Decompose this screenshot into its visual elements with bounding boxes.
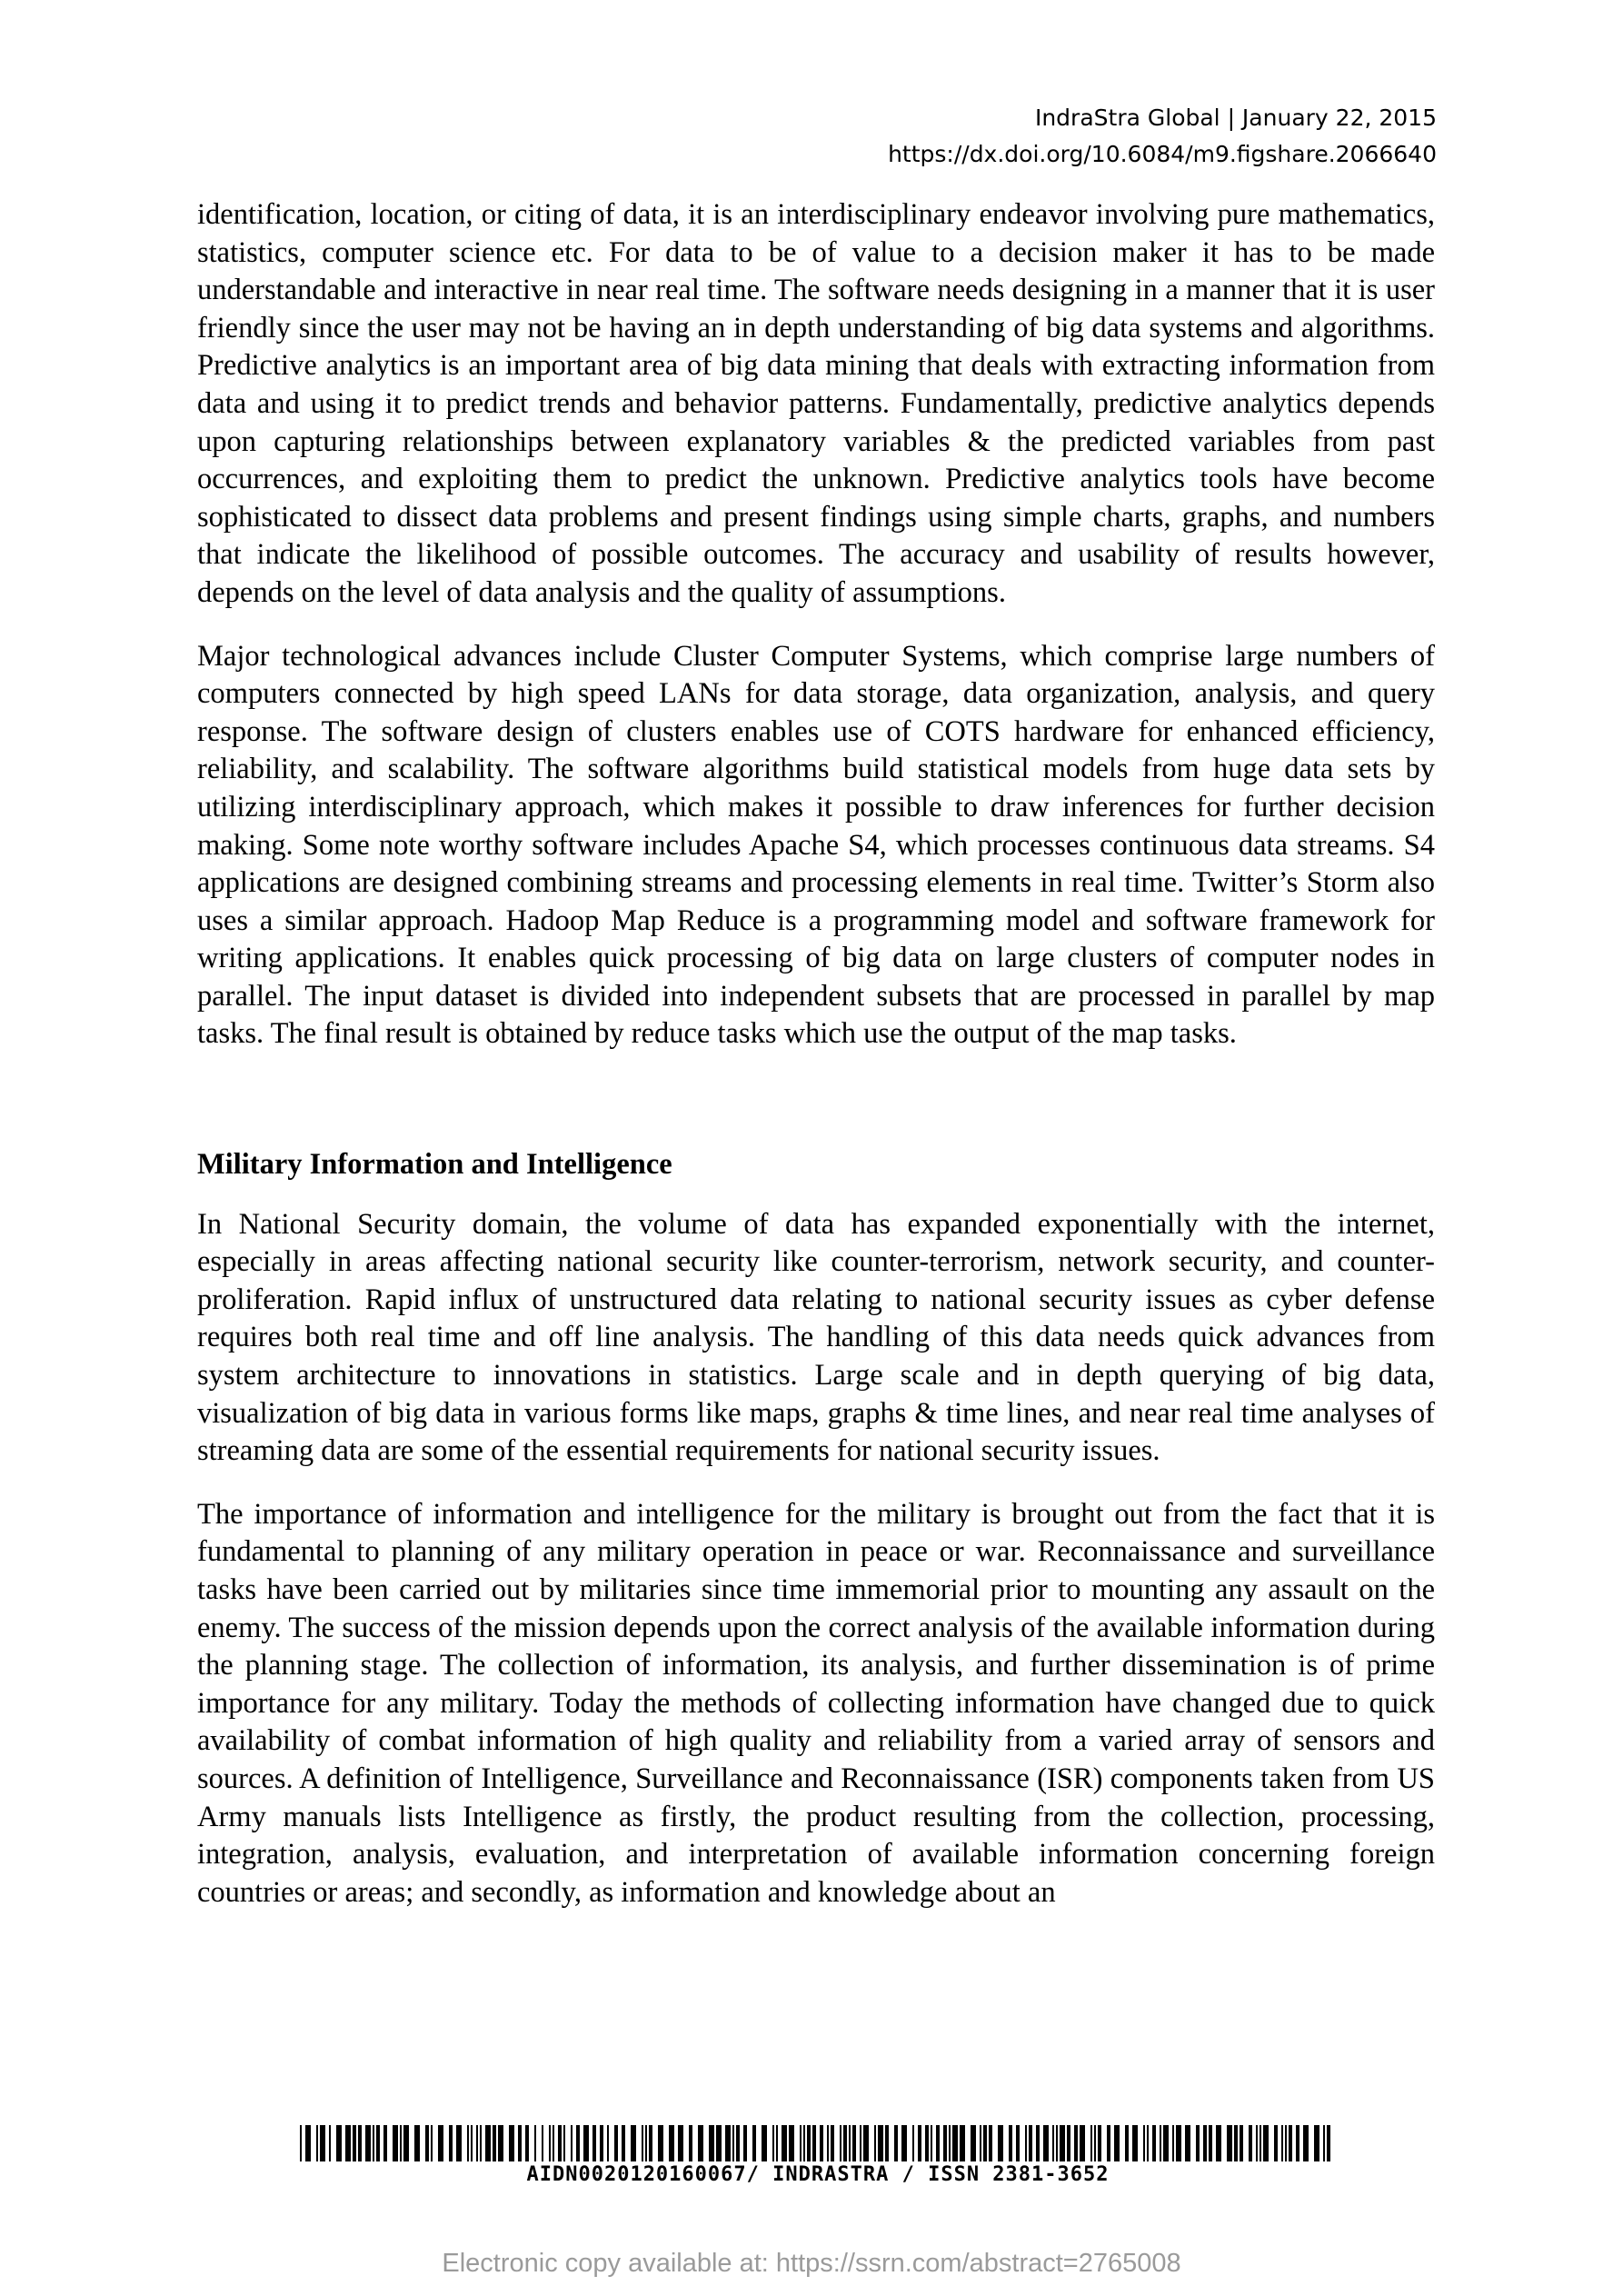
barcode-bar <box>1090 2125 1092 2161</box>
paragraph: identification, location, or citing of data, it is an interdisciplinary endeavor involving pure mathematics, statistics, computer science etc. For data to be of value to a decision maker it has to be made understandable and interactive in near real time. The software needs designing in a manner that it is user friendly since the user may not be having an in depth understanding of big data systems and algorithms. Predictive analytics is an important area of big data mining that deals with extracting information from data and using it to predict trends and behavior patterns. Fundamentally, predictive analytics depends upon capturing relationships between explanatory variables & the predicted variables from past occurrences, and exploiting them to predict the unknown. Predictive analytics tools have become sophisticated to dissect data problems and present findings using simple charts, graphs, and numbers that indicate the likelihood of possible outcomes. The accuracy and usability of results however, depends on the level of data analysis and the quality of assumptions. <box>197 198 1435 609</box>
barcode-bar <box>476 2125 478 2161</box>
barcode-bar <box>1074 2125 1078 2161</box>
barcode-bar <box>885 2125 889 2161</box>
barcode-bar <box>449 2125 453 2161</box>
barcode-bar <box>563 2125 565 2161</box>
barcode-bar <box>1285 2125 1287 2161</box>
barcode-bar <box>901 2125 907 2161</box>
barcode-bar <box>365 2125 371 2161</box>
barcode-bar <box>669 2125 674 2161</box>
barcode-bar <box>874 2125 876 2161</box>
barcode-bar <box>1314 2125 1319 2161</box>
barcode-bar <box>983 2125 987 2161</box>
barcode-bar <box>980 2125 981 2161</box>
barcode-bar <box>1196 2125 1200 2161</box>
barcode-bar <box>831 2125 834 2161</box>
barcode-bar <box>931 2125 932 2161</box>
barcode-bar <box>1327 2125 1330 2161</box>
barcode-bar <box>614 2125 618 2161</box>
barcode-bar <box>631 2125 636 2161</box>
barcode-bar <box>1080 2125 1085 2161</box>
barcode-bar <box>989 2125 992 2161</box>
barcode-bar <box>393 2125 398 2161</box>
barcode-bar <box>762 2125 767 2161</box>
barcode-bar <box>431 2125 433 2161</box>
barcode-image <box>300 2125 1336 2161</box>
barcode-bar <box>1216 2125 1221 2161</box>
barcode-bar <box>509 2125 514 2161</box>
barcode-bar <box>971 2125 976 2161</box>
barcode-bar <box>716 2125 722 2161</box>
barcode-bar <box>949 2125 951 2161</box>
barcode-bar <box>772 2125 774 2161</box>
barcode-bar <box>743 2125 747 2161</box>
barcode-bar <box>752 2125 756 2161</box>
barcode-bar <box>936 2125 940 2161</box>
barcode-bar <box>403 2125 409 2161</box>
barcode-bar <box>776 2125 778 2161</box>
barcode-bar <box>642 2125 643 2161</box>
barcode-bar <box>952 2125 958 2161</box>
barcode-bar <box>320 2125 325 2161</box>
barcode-bar <box>1052 2125 1054 2161</box>
barcode-bar <box>383 2125 387 2161</box>
barcode-bar <box>1029 2125 1032 2161</box>
barcode-bar <box>1176 2125 1181 2161</box>
barcode-bar <box>800 2125 802 2161</box>
barcode-bar <box>549 2125 551 2161</box>
barcode-bar <box>1240 2125 1243 2161</box>
barcode-bar <box>471 2125 473 2161</box>
barcode-bar <box>1296 2125 1299 2161</box>
barcode-bar <box>912 2125 914 2161</box>
barcode-bar <box>1107 2125 1110 2161</box>
barcode-bar <box>542 2125 543 2161</box>
barcode-bar <box>645 2125 647 2161</box>
barcode-bar <box>1036 2125 1040 2161</box>
barcode-bar <box>558 2125 562 2161</box>
barcode-bar <box>1323 2125 1325 2161</box>
barcode-bar <box>1009 2125 1012 2161</box>
barcode-bar <box>849 2125 851 2161</box>
barcode-bar <box>852 2125 856 2161</box>
barcode-bar <box>553 2125 554 2161</box>
barcode-bar <box>600 2125 603 2161</box>
barcode-bar <box>480 2125 482 2161</box>
barcode-bar <box>998 2125 1003 2161</box>
barcode-bar <box>1256 2125 1258 2161</box>
barcode-bar <box>943 2125 947 2161</box>
barcode-bar <box>571 2125 573 2161</box>
barcode-bar <box>782 2125 787 2161</box>
barcode-bar <box>1056 2125 1058 2161</box>
barcode-bar <box>1025 2125 1027 2161</box>
barcode-bar <box>1016 2125 1020 2161</box>
barcode-bar <box>345 2125 351 2161</box>
ssrn-footer: Electronic copy available at: https://ssrn.com/abstract=2765008 <box>442 2249 1181 2278</box>
barcode-bar <box>300 2125 302 2161</box>
barcode-bar <box>425 2125 429 2161</box>
barcode-bar <box>1234 2125 1238 2161</box>
barcode-bar <box>709 2125 714 2161</box>
barcode-bar <box>803 2125 805 2161</box>
barcode-bar <box>1303 2125 1309 2161</box>
barcode-bar <box>1185 2125 1190 2161</box>
paragraph: Major technological advances include Cluster Computer Systems, which comprise large numbers of computers connected by high speed LANs for data storage, data organization, analysis, and query response. The software design of clusters enables use of COTS hardware for enhanced efficiency, reliability, and scalability. The software algorithms build statistical models from huge data sets by utilizing interdisciplinary approach, which makes it possible to draw inferences for further decision making. Some note worthy software includes Apache S4, which processes continuous data streams. S4 applications are designed combining streams and processing elements in real time. Twitter’s Storm also uses a similar approach. Hadoop Map Reduce is a programming model and software framework for writing applications. It enables quick processing of big data on large clusters of computer nodes in parallel. The input dataset is divided into independent subsets that are processed in parallel by map tasks. The final result is obtained by reduce tasks which use the output of the map tasks. <box>197 639 1435 1051</box>
barcode-bar <box>732 2125 734 2161</box>
barcode-bar <box>1289 2125 1292 2161</box>
barcode-bar <box>1160 2125 1161 2161</box>
barcode-bar <box>1227 2125 1232 2161</box>
barcode-bar <box>658 2125 663 2161</box>
barcode-bar <box>456 2125 462 2161</box>
barcode-bar <box>329 2125 331 2161</box>
barcode-bar <box>1249 2125 1252 2161</box>
barcode-bar <box>1043 2125 1049 2161</box>
barcode-bar <box>689 2125 692 2161</box>
paragraph: The importance of information and intelligence for the military is brought out from the fact that it is fundamental to planning of any military operation in peace or war. Reconnaissance and surveillance tasks have been carried out by militaries since time immemorial prior to mounting any assault on the enemy. The success of the mission depends upon the correct analysis of the available information during the planning stage. The collection of information, its analysis, and further dissemination is of prime importance for any military. Today the methods of collecting information have changed due to quick availability of combat information of high quality and reliability from a varied array of sensors and sources. A definition of Intelligence, Surveillance and Reconnaissance (ISR) components taken from US Army manuals lists Intelligence as firstly, the product resulting from the collection, processing, integration, analysis, evaluation, and interpretation of available information concerning foreign countries or areas; and secondly, as information and knowledge about an <box>197 1497 1435 1909</box>
barcode-bar <box>1060 2125 1065 2161</box>
barcode-bar <box>860 2125 861 2161</box>
barcode-bar <box>1132 2125 1138 2161</box>
barcode-bar <box>1263 2125 1269 2161</box>
barcode-bar <box>1114 2125 1120 2161</box>
barcode-bar <box>1152 2125 1156 2161</box>
barcode-bar <box>373 2125 374 2161</box>
barcode-bar <box>498 2125 503 2161</box>
barcode-bar <box>1203 2125 1207 2161</box>
page-header <box>888 100 1437 173</box>
barcode-bar <box>576 2125 580 2161</box>
barcode-bar <box>1125 2125 1129 2161</box>
barcode-bar <box>960 2125 965 2161</box>
barcode-bar <box>438 2125 443 2161</box>
barcode-bar <box>725 2125 731 2161</box>
barcode-bar <box>525 2125 529 2161</box>
barcode-bar <box>1274 2125 1278 2161</box>
barcode-bar <box>840 2125 841 2161</box>
barcode-bar <box>1163 2125 1169 2161</box>
barcode-bar <box>827 2125 829 2161</box>
barcode-bar <box>493 2125 496 2161</box>
barcode-bar <box>789 2125 794 2161</box>
barcode-bar <box>1172 2125 1174 2161</box>
barcode-bar <box>820 2125 823 2161</box>
barcode-bar <box>1209 2125 1212 2161</box>
barcode-bar <box>1094 2125 1096 2161</box>
barcode-bar <box>1067 2125 1070 2161</box>
barcode-bar <box>918 2125 921 2161</box>
barcode-bar <box>376 2125 380 2161</box>
barcode-bar <box>622 2125 625 2161</box>
barcode-bar <box>1147 2125 1149 2161</box>
header-doi: https://dx.doi.org/10.6084/m9.figshare.2066640 <box>888 141 1437 167</box>
barcode-bar <box>467 2125 469 2161</box>
barcode-bar <box>736 2125 740 2161</box>
barcode-bar <box>485 2125 491 2161</box>
barcode-bar <box>353 2125 356 2161</box>
article-body <box>197 196 1435 1937</box>
barcode-bar <box>1143 2125 1145 2161</box>
barcode-bar <box>698 2125 703 2161</box>
barcode-bar <box>843 2125 847 2161</box>
barcode-bar <box>316 2125 318 2161</box>
barcode-bar <box>812 2125 816 2161</box>
barcode-bar <box>1281 2125 1283 2161</box>
header-publisher-date: IndraStra Global | January 22, 2015 <box>1034 105 1437 131</box>
barcode-bar <box>534 2125 536 2161</box>
paragraph: In National Security domain, the volume of data has expanded exponentially with the internet, especially in areas affecting national security like counter-terrorism, network security, and counter-proliferation. Rapid influx of unstructured data relating to national security issues as cyber defense requires both real time and off line analysis. The handling of this data needs quick advances from system architecture to innovations in statistics. Large scale and in depth querying of big data, visualization of big data in various forms like maps, graphs & time lines, and near real time analyses of streaming data are some of the essential requirements for national security issues. <box>197 1207 1435 1468</box>
barcode-bar <box>305 2125 311 2161</box>
barcode-bar <box>807 2125 811 2161</box>
section-heading: Military Information and Intelligence <box>197 1148 672 1182</box>
barcode-bar <box>592 2125 596 2161</box>
barcode-caption: AIDN0020120160067/ INDRASTRA / ISSN 2381-3652 <box>526 2163 1110 2186</box>
barcode-block <box>300 2125 1336 2186</box>
barcode-bar <box>878 2125 883 2161</box>
barcode-bar <box>1098 2125 1101 2161</box>
barcode-bar <box>649 2125 652 2161</box>
barcode-bar <box>336 2125 342 2161</box>
barcode-bar <box>678 2125 683 2161</box>
barcode-bar <box>925 2125 929 2161</box>
barcode-bar <box>400 2125 402 2161</box>
barcode-bar <box>1260 2125 1261 2161</box>
barcode-bar <box>607 2125 609 2161</box>
barcode-bar <box>358 2125 362 2161</box>
barcode-bar <box>863 2125 869 2161</box>
barcode-bar <box>414 2125 420 2161</box>
barcode-bar <box>583 2125 589 2161</box>
barcode-bar <box>518 2125 522 2161</box>
barcode-bar <box>894 2125 898 2161</box>
